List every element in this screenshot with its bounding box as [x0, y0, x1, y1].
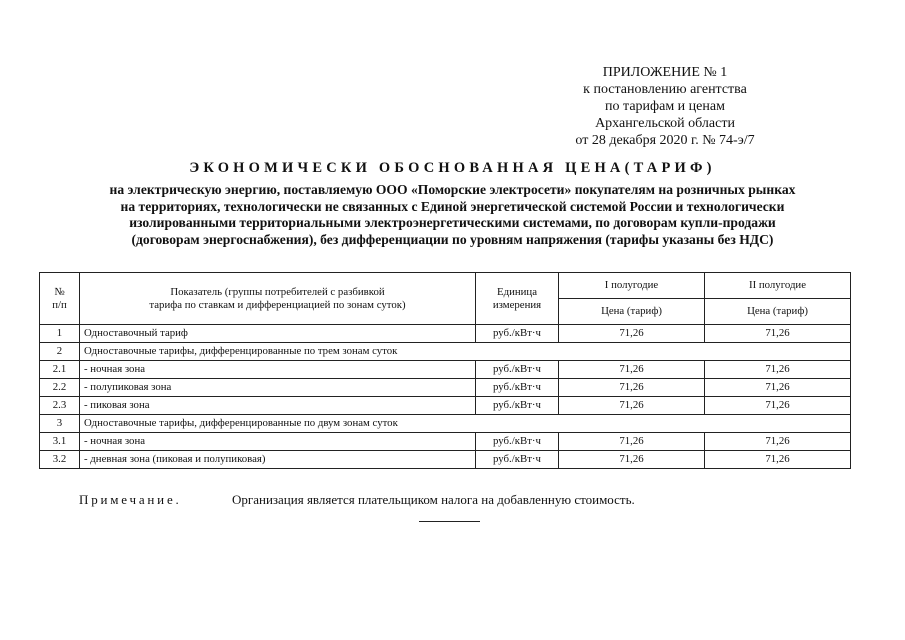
table-row [40, 361, 851, 379]
row-price-h2: 71,26 [705, 433, 851, 451]
row-num: 1 [40, 325, 80, 343]
subtitle-line: (договорам энергоснабжения), без дифференциации по уровням напряжения (тарифы указаны без НДС) [131, 231, 774, 247]
row-label: - полупиковая зона [80, 379, 476, 397]
row-num: 3.1 [40, 433, 80, 451]
row-price-h1: 71,26 [559, 379, 705, 397]
row-price-h2: 71,26 [705, 379, 851, 397]
appendix-date-line: от 28 декабря 2020 г. № 74-э/7 [575, 133, 755, 148]
appendix-line: Архангельской области [595, 116, 735, 131]
header-indicator: Показатель (группы потребителей с разбивкой тарифа по ставкам и дифференциацией по зонам суток) [80, 273, 476, 325]
subtitle-line: на электрическую энергию, поставляемую ООО «Поморские электросети» покупателям на розничных рынках [109, 182, 796, 197]
row-num: 2 [40, 343, 80, 361]
row-group-label: Одноставочные тарифы, дифференцированные по двум зонам суток [80, 415, 851, 433]
table-row [40, 325, 851, 343]
tariff-table [39, 272, 851, 469]
row-price-h2: 71,26 [705, 325, 851, 343]
table-row [40, 451, 851, 469]
table-row [40, 397, 851, 415]
row-price-h1: 71,26 [559, 451, 705, 469]
document-title: ЭКОНОМИЧЕСКИ ОБОСНОВАННАЯ ЦЕНА(ТАРИФ) [189, 160, 716, 176]
note-label: Примечание. [79, 492, 182, 507]
row-unit: руб./кВт·ч [476, 361, 559, 379]
header-price1: Цена (тариф) [559, 299, 705, 325]
row-num: 2.2 [40, 379, 80, 397]
appendix-header [540, 64, 790, 149]
row-unit: руб./кВт·ч [476, 451, 559, 469]
row-num: 2.3 [40, 397, 80, 415]
table-row [40, 433, 851, 451]
row-num: 2.1 [40, 361, 80, 379]
subtitle-line: на территориях, технологически не связанных с Единой энергетической системой России и технологически [120, 198, 785, 214]
header-num: № п/п [40, 273, 80, 325]
appendix-line: по тарифам и ценам [605, 99, 725, 114]
row-unit: руб./кВт·ч [476, 379, 559, 397]
row-num: 3 [40, 415, 80, 433]
row-label: - дневная зона (пиковая и полупиковая) [80, 451, 476, 469]
header-half1: I полугодие [559, 273, 705, 299]
row-price-h1: 71,26 [559, 325, 705, 343]
row-price-h2: 71,26 [705, 361, 851, 379]
row-price-h2: 71,26 [705, 451, 851, 469]
closing-divider [419, 521, 480, 522]
row-label: - ночная зона [80, 433, 476, 451]
header-unit: Единица измерения [476, 273, 559, 325]
row-price-h1: 71,26 [559, 397, 705, 415]
row-group-label: Одноставочные тарифы, дифференцированные по трем зонам суток [80, 343, 851, 361]
appendix-title: ПРИЛОЖЕНИЕ № 1 [602, 65, 728, 80]
row-label: - ночная зона [80, 361, 476, 379]
row-unit: руб./кВт·ч [476, 397, 559, 415]
row-unit: руб./кВт·ч [476, 325, 559, 343]
subtitle-line: изолированными территориальными электроэнергетическими системами, по договорам купли-продажи [129, 215, 776, 230]
appendix-line: к постановлению агентства [583, 82, 747, 97]
table-group-row [40, 343, 851, 361]
row-price-h1: 71,26 [559, 433, 705, 451]
row-label: Одноставочный тариф [80, 325, 476, 343]
note-text: Организация является плательщиком налога на добавленную стоимость. [232, 492, 635, 507]
row-price-h1: 71,26 [559, 361, 705, 379]
row-price-h2: 71,26 [705, 397, 851, 415]
header-price2: Цена (тариф) [705, 299, 851, 325]
document-subtitle [30, 182, 875, 248]
row-num: 3.2 [40, 451, 80, 469]
header-half2: II полугодие [705, 273, 851, 299]
row-unit: руб./кВт·ч [476, 433, 559, 451]
row-label: - пиковая зона [80, 397, 476, 415]
table-row [40, 379, 851, 397]
table-group-row [40, 415, 851, 433]
